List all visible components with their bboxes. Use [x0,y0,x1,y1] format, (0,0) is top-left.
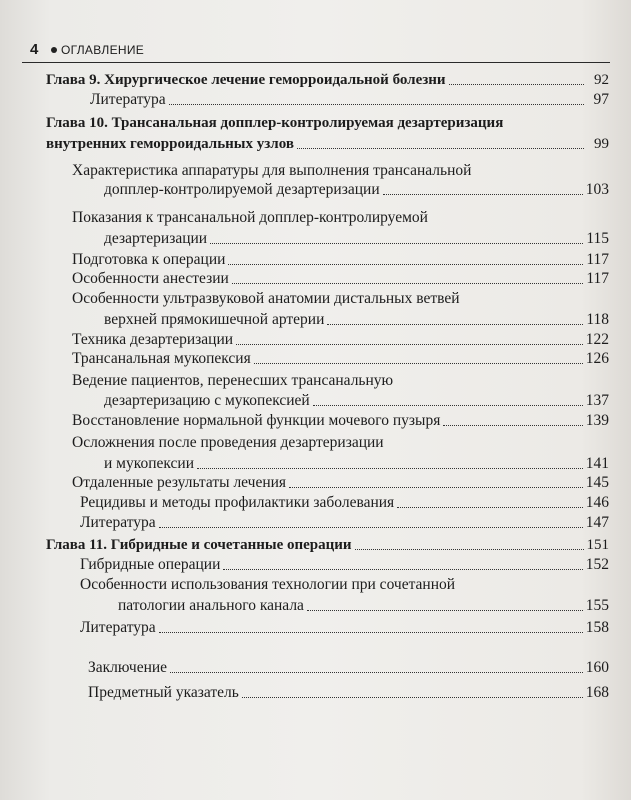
page-ref: 126 [585,350,609,367]
page-ref: 117 [586,270,609,287]
page-ref: 137 [585,392,609,409]
toc-entry[interactable]: дезартеризацию с мукопексией 137 [104,392,609,409]
dot-leader [159,526,583,528]
page-ref: 141 [585,455,609,472]
page-ref: 103 [585,181,609,198]
page-ref: 99 [594,136,609,152]
section-title: ОГЛАВЛЕНИЕ [61,43,145,57]
dot-leader [228,263,583,265]
dot-leader [449,83,584,85]
dot-leader [197,467,583,469]
page-header [22,40,610,63]
dot-leader [232,282,584,284]
dot-leader [223,568,582,570]
toc-entry-line1[interactable]: Осложнения после проведения дезартеризации [72,434,384,451]
page-ref: 122 [585,331,609,348]
toc-entry-line1[interactable]: Особенности ультразвуковой анатомии дистальных ветвей [72,290,460,307]
dot-leader [313,404,583,406]
toc-entry[interactable]: патологии анального канала 155 [118,597,609,614]
dot-leader [397,506,583,508]
toc-entry[interactable]: Рецидивы и методы профилактики заболевания 146 [80,494,609,511]
dot-leader [297,147,584,149]
toc-entry[interactable]: Трансанальная мукопексия 126 [72,350,609,367]
toc-entry[interactable]: дезартеризации 115 [104,230,609,247]
toc-entry[interactable]: Гибридные операции 152 [80,556,609,573]
page-ref: 152 [585,556,609,573]
page-ref: 139 [585,412,609,429]
dot-leader [289,486,583,488]
page-ref: 118 [586,311,609,328]
toc-entry[interactable]: Подготовка к операции 117 [72,251,609,268]
toc-entry-chapter-10-line1[interactable]: Глава 10. Трансанальная допплер-контролируемая дезартеризация [46,115,504,131]
page-ref: 115 [586,230,609,247]
toc-entry-line1[interactable]: Характеристика аппаратуры для выполнения трансанальной [72,162,472,179]
page-ref: 155 [585,597,609,614]
dot-leader [169,103,584,105]
toc-entry[interactable]: допплер-контролируемой дезартеризации 103 [104,181,609,198]
toc-entry-index[interactable]: Предметный указатель 168 [88,684,609,701]
page-ref: 145 [585,474,609,491]
dot-leader [170,671,583,673]
toc-entry-conclusion[interactable]: Заключение 160 [88,659,609,676]
toc-entry-chapter-10[interactable]: внутренних геморроидальных узлов 99 [46,136,609,152]
toc-entry[interactable]: Отдаленные результаты лечения 145 [72,474,609,491]
toc-entry-chapter-11[interactable]: Глава 11. Гибридные и сочетанные операции 151 [46,537,609,553]
dot-leader [159,631,583,633]
page-ref: 147 [585,514,609,531]
page-ref: 117 [586,251,609,268]
dot-leader [327,323,583,325]
dot-leader [242,696,583,698]
dot-leader [443,424,582,426]
dot-leader [254,362,583,364]
toc-entry[interactable]: и мукопексии 141 [104,455,609,472]
page-ref: 158 [585,619,609,636]
toc-entry-line1[interactable]: Показания к трансанальной допплер-контролируемой [72,209,428,226]
page-number: 4 [30,41,39,58]
dot-leader [307,609,583,611]
toc-entry-chapter-9[interactable]: Глава 9. Хирургическое лечение геморроидальной болезни 92 [46,72,609,88]
toc-entry[interactable]: Особенности анестезии 117 [72,270,609,287]
dot-leader [210,242,583,244]
page-ref: 151 [586,537,609,553]
dot-leader [383,193,583,195]
page-ref: 97 [593,91,609,108]
toc-entry[interactable]: Техника дезартеризации 122 [72,331,609,348]
dot-leader [236,343,583,345]
page-ref: 92 [594,72,609,88]
toc-entry-line1[interactable]: Особенности использования технологии при сочетанной [80,576,456,593]
toc-entry[interactable]: Литература 158 [80,619,609,636]
toc-entry[interactable]: Восстановление нормальной функции мочевого пузыря 139 [72,412,609,429]
dot-leader [355,548,584,550]
toc-entry-line1[interactable]: Ведение пациентов, перенесших трансанальную [72,372,394,389]
toc-entry[interactable]: верхней прямокишечной артерии 118 [104,311,609,328]
toc-entry[interactable]: Литература 147 [80,514,609,531]
page-ref: 160 [585,659,609,676]
page-ref: 168 [585,684,609,701]
page-ref: 146 [585,494,609,511]
toc-entry[interactable]: Литература 97 [90,91,609,108]
bullet-icon [51,47,57,53]
